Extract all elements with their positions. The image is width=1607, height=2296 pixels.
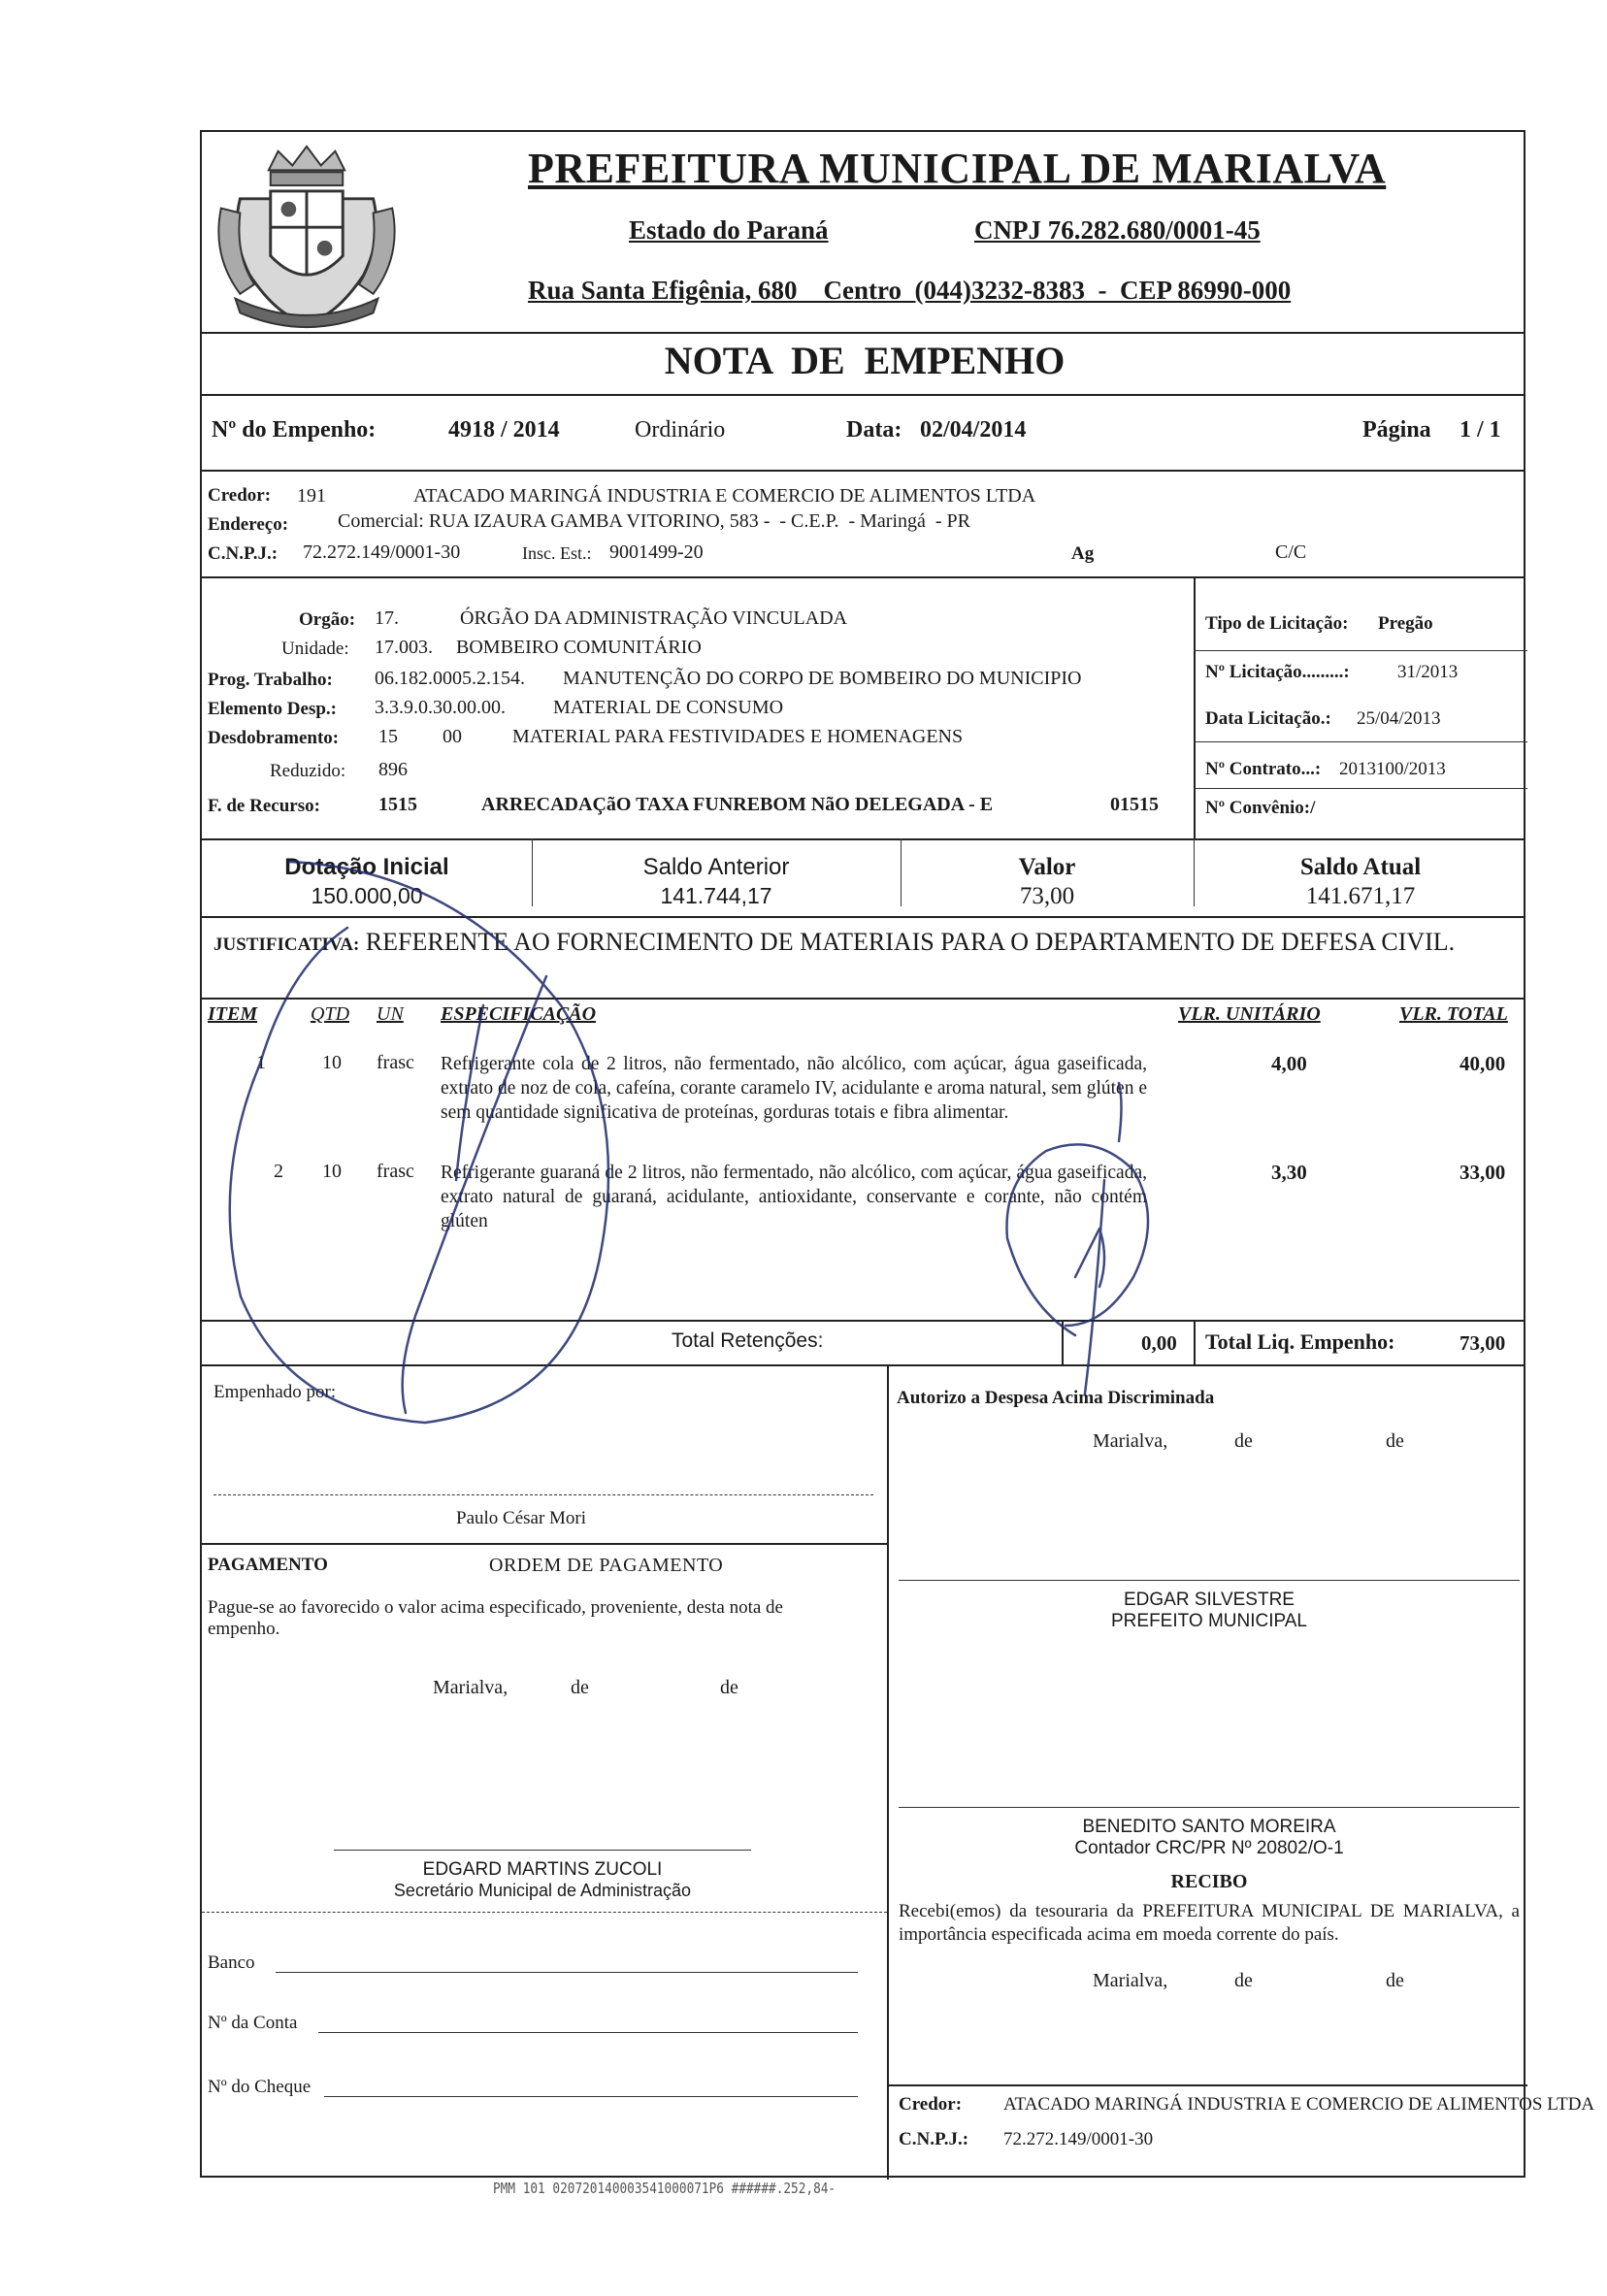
credor-code: 191 — [297, 485, 326, 507]
prog-trabalho-label: Prog. Trabalho: — [208, 670, 333, 690]
page-label: Página — [1362, 417, 1431, 443]
orgao-code: 17. — [375, 607, 399, 629]
conta-corrente-label: C/C — [1275, 541, 1307, 563]
col-vlr-total: VLR. TOTAL — [1399, 1003, 1508, 1025]
unidade-label: Unidade: — [281, 639, 349, 659]
autorizo-city: Marialva, — [1093, 1430, 1168, 1452]
col-item: ITEM — [208, 1003, 258, 1025]
elemento-code: 3.3.9.0.30.00.00. — [375, 697, 506, 718]
item-number: 1 — [256, 1052, 266, 1073]
credor-name: ATACADO MARINGÁ INDUSTRIA E COMERCIO DE ALIMENTOS LTDA — [413, 485, 1036, 507]
prefeitura-title: PREFEITURA MUNICIPAL DE MARIALVA — [528, 145, 1387, 192]
ie-label: Insc. Est.: — [522, 543, 592, 563]
page-number: 1 / 1 — [1459, 417, 1501, 443]
recibo-credor-label: Credor: — [899, 2094, 963, 2115]
item-total-value: 40,00 — [1459, 1052, 1506, 1075]
total-liquido-label: Total Liq. Empenho: — [1205, 1329, 1395, 1354]
elemento-label: Elemento Desp.: — [208, 699, 337, 719]
empenho-type: Ordinário — [635, 417, 726, 443]
licitacao-date-label: Data Licitação.: — [1205, 708, 1331, 729]
marialva-coat-of-arms-icon — [212, 142, 402, 332]
dotacao-value: 150.000,00 — [311, 883, 423, 908]
recibo-credor-name: ATACADO MARINGÁ INDUSTRIA E COMERCIO DE ALIMENTOS LTDA — [1003, 2094, 1595, 2115]
recurso-code: 1515 — [378, 794, 417, 815]
justification — [213, 928, 1514, 960]
convenio-label: Nº Convênio:/ — [1205, 798, 1316, 818]
state-name: Estado do Paraná — [629, 215, 829, 245]
item-unit-value: 4,00 — [1271, 1052, 1307, 1075]
banco-label: Banco — [208, 1952, 255, 1973]
autorizo-text: Autorizo a Despesa Acima Discriminada — [897, 1388, 1215, 1408]
licitacao-number: 31/2013 — [1397, 662, 1459, 682]
sequence-number: PMM 101 020720140003541000071P6 ######.252,84- — [493, 2180, 836, 2197]
conta-label: Nº da Conta — [208, 2013, 298, 2033]
total-retencoes-value: 0,00 — [1141, 1331, 1177, 1355]
ordem-pagamento-label: ORDEM DE PAGAMENTO — [489, 1555, 724, 1576]
col-qtd: QTD — [311, 1003, 350, 1025]
recurso-label: F. de Recurso: — [208, 796, 320, 816]
valor-label: Valor — [1018, 854, 1076, 880]
contrato-label: Nº Contrato...: — [1205, 759, 1322, 779]
elemento-description: MATERIAL DE CONSUMO — [553, 697, 784, 718]
contador-name: BENEDITO SANTO MOREIRA — [1082, 1817, 1336, 1837]
total-liquido-value: 73,00 — [1459, 1331, 1506, 1355]
recibo-cnpj-label: C.N.P.J.: — [899, 2129, 969, 2149]
nota-de-empenho-document — [200, 130, 1595, 2178]
unidade-code: 17.003. — [375, 637, 433, 658]
prefeito-title: PREFEITO MUNICIPAL — [1111, 1611, 1307, 1631]
autorizo-de-2: de — [1386, 1430, 1404, 1452]
tipo-licitacao: Pregão — [1378, 613, 1433, 634]
saldo-atual-value: 141.671,17 — [1305, 883, 1416, 909]
tipo-licitacao-label: Tipo de Licitação: — [1205, 613, 1349, 634]
contador-title: Contador CRC/PR Nº 20802/O-1 — [1074, 1838, 1344, 1858]
endereco-label: Endereço: — [208, 514, 289, 535]
unidade-description: BOMBEIRO COMUNITÁRIO — [456, 637, 702, 658]
desdobramento-sub: 00 — [443, 726, 462, 747]
cnpj-label: C.N.P.J.: — [208, 543, 279, 564]
prefeitura-address: Rua Santa Efigênia, 680 Centro (044)3232-8383 - CEP 86990-000 — [528, 276, 1292, 305]
contrato-number: 2013100/2013 — [1339, 759, 1446, 779]
reduzido-label: Reduzido: — [270, 761, 346, 781]
credor-address: Comercial: RUA IZAURA GAMBA VITORINO, 583 - - C.E.P. - Maringá - PR — [338, 510, 971, 532]
prog-trabalho-description: MANUTENÇÃO DO CORPO DE BOMBEIRO DO MUNICIPIO — [563, 668, 1082, 689]
item-un: frasc — [377, 1161, 414, 1182]
valor-value: 73,00 — [1019, 883, 1075, 909]
saldo-atual-label: Saldo Atual — [1299, 854, 1422, 880]
licitacao-date: 25/04/2013 — [1357, 708, 1441, 729]
empenho-date-label: Data: — [846, 417, 902, 443]
desdobramento-description: MATERIAL PARA FESTIVIDADES E HOMENAGENS — [512, 726, 964, 747]
dotacao-label: Dotação Inicial — [284, 854, 449, 880]
pague-text: Pague-se ao favorecido o valor acima especificado, proveniente, desta nota de empenho. — [208, 1597, 783, 1639]
recibo-city: Marialva, — [1093, 1970, 1168, 1991]
item-qtd: 10 — [322, 1161, 342, 1182]
item-total-value: 33,00 — [1459, 1161, 1506, 1184]
item-specification: Refrigerante cola de 2 litros, não fermentado, não alcólico, com açúcar, água gaseificada, extrato de noz de cola, cafeína, corante caramelo IV, acidulante e aroma natural, sem glúten e sem quantidade significativa de proteínas, gorduras totais e fibra alimentar. — [441, 1054, 1147, 1123]
ordem-de-1: de — [571, 1677, 589, 1698]
recibo-cnpj: 72.272.149/0001-30 — [1003, 2129, 1154, 2149]
ordem-de-2: de — [720, 1677, 738, 1698]
empenhado-por-label: Empenhado por: — [213, 1382, 337, 1402]
item-unit-value: 3,30 — [1271, 1161, 1307, 1184]
credor-ie: 9001499-20 — [609, 541, 704, 563]
empenhado-por-name: Paulo César Mori — [456, 1508, 587, 1528]
empenho-number-label: Nº do Empenho: — [212, 417, 377, 443]
licitacao-number-label: Nº Licitação.........: — [1205, 662, 1350, 682]
recibo-de-2: de — [1386, 1970, 1404, 1991]
secretario-title: Secretário Municipal de Administração — [393, 1881, 692, 1900]
empenho-number: 4918 / 2014 — [448, 417, 560, 443]
orgao-description: ÓRGÃO DA ADMINISTRAÇÃO VINCULADA — [460, 607, 848, 629]
autorizo-de-1: de — [1234, 1430, 1253, 1452]
item-un: frasc — [377, 1052, 414, 1073]
credor-cnpj: 72.272.149/0001-30 — [303, 541, 461, 563]
credor-label: Credor: — [208, 485, 272, 506]
recibo-de-1: de — [1234, 1970, 1253, 1991]
reduzido-code: 896 — [378, 759, 408, 780]
item-specification: Refrigerante guaraná de 2 litros, não fermentado, não alcólico, com açúcar, água gaseificada, extrato natural de guaraná, acidulante, antioxidante, conservante e corante, não contém glúten — [441, 1163, 1147, 1231]
col-vlr-unitario: VLR. UNITÁRIO — [1178, 1003, 1321, 1025]
item-number: 2 — [274, 1161, 283, 1182]
orgao-label: Orgão: — [299, 609, 356, 630]
empenho-date: 02/04/2014 — [920, 417, 1027, 443]
cheque-label: Nº do Cheque — [208, 2077, 312, 2097]
recurso-description: ARRECADAÇãO TAXA FUNREBOM NãO DELEGADA - E — [481, 794, 994, 815]
col-un: UN — [377, 1003, 404, 1025]
document-title: NOTA DE EMPENHO — [664, 339, 1066, 382]
justification-label: JUSTIFICATIVA: — [213, 935, 360, 955]
desdobramento-label: Desdobramento: — [208, 728, 340, 748]
pagamento-label: PAGAMENTO — [208, 1555, 328, 1575]
saldo-anterior-label: Saldo Anterior — [642, 854, 790, 880]
prefeito-name: EDGAR SILVESTRE — [1124, 1590, 1295, 1610]
recibo-label: RECIBO — [1170, 1871, 1248, 1892]
recurso-number: 01515 — [1110, 794, 1159, 815]
col-especificacao: ESPECIFICAÇÃO — [441, 1003, 597, 1025]
prefeitura-cnpj: CNPJ 76.282.680/0001-45 — [974, 215, 1261, 245]
desdobramento-code: 15 — [378, 726, 398, 747]
secretario-name: EDGARD MARTINS ZUCOLI — [422, 1859, 663, 1880]
ordem-city: Marialva, — [433, 1677, 508, 1698]
recibo-text: Recebi(emos) da tesouraria da PREFEITURA MUNICIPAL DE MARIALVA, a importância especificada acima em moeda corrente do país. — [899, 1901, 1520, 1945]
agencia-label: Ag — [1071, 543, 1095, 564]
total-retencoes-label: Total Retenções: — [672, 1329, 824, 1352]
prog-trabalho-code: 06.182.0005.2.154. — [375, 668, 525, 689]
justification-text: REFERENTE AO FORNECIMENTO DE MATERIAIS PARA O DEPARTAMENTO DE DEFESA CIVIL. — [365, 928, 1456, 956]
saldo-anterior-value: 141.744,17 — [660, 883, 772, 908]
item-qtd: 10 — [322, 1052, 342, 1073]
